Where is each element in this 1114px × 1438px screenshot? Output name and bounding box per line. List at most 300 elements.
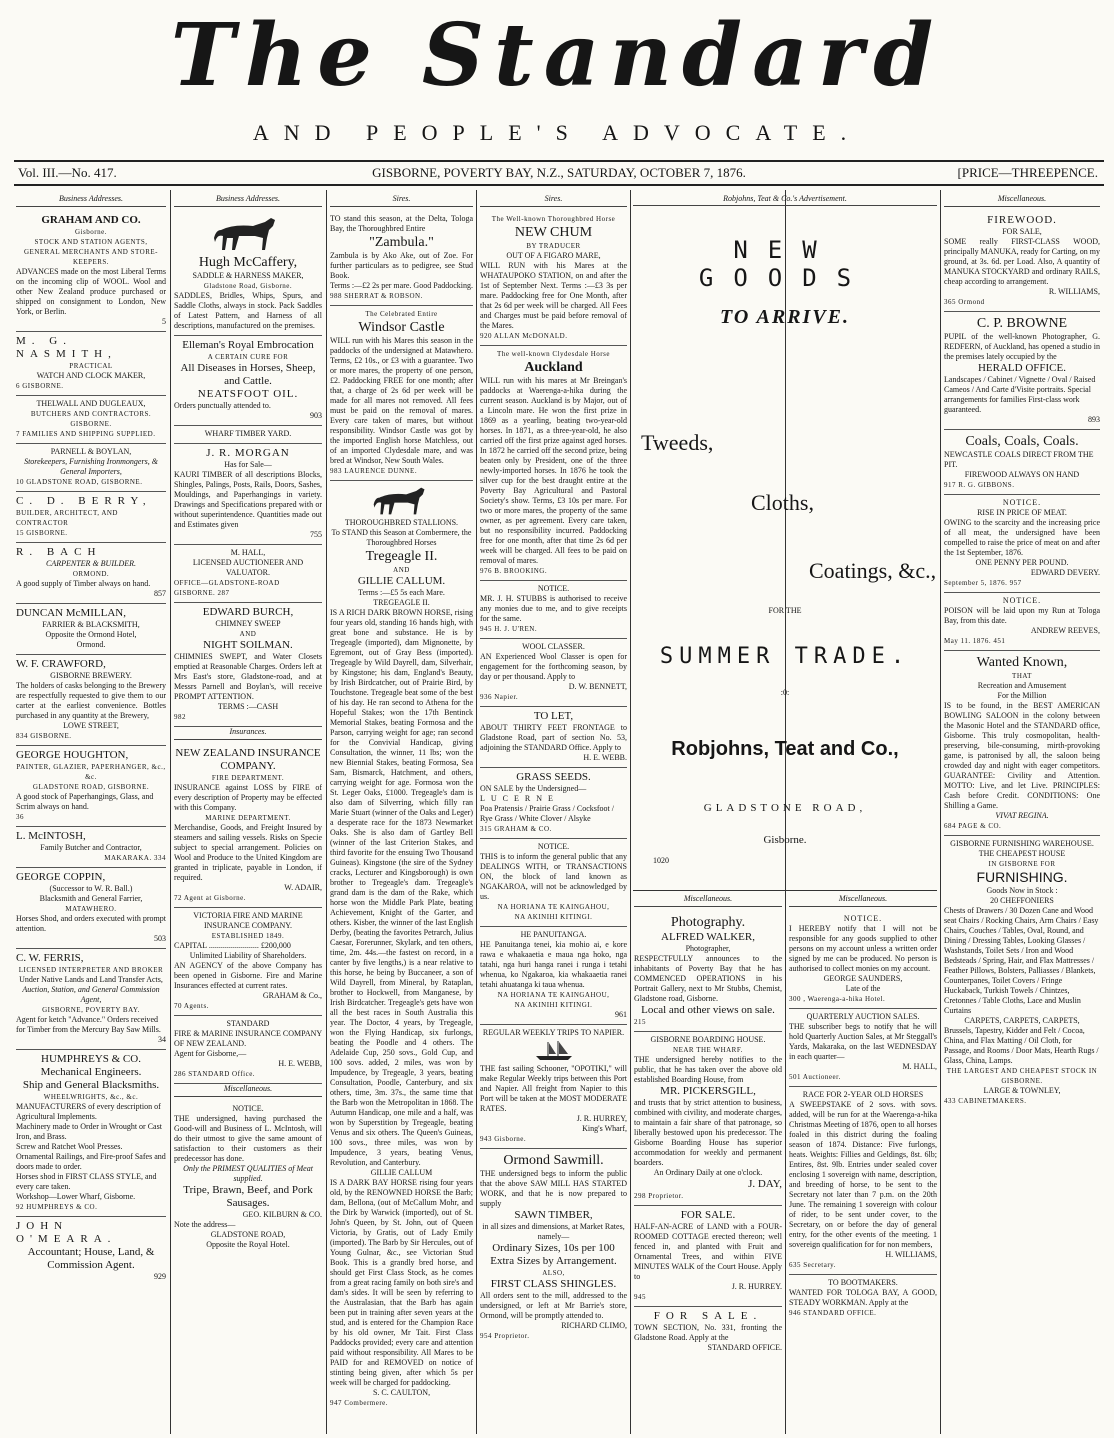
- ad-firm-name: Robjohns, Teat and Co.,: [671, 738, 899, 760]
- ad-title: Coals, Coals, Coals.: [965, 434, 1079, 449]
- horse-illustration-icon: [213, 216, 283, 252]
- ad-line: LOWE STREET,: [63, 721, 119, 730]
- ad-text: Orders punctually attended to.: [174, 401, 271, 410]
- ad-humphreys: [16, 1050, 166, 1217]
- ad-line: NEAR THE WHARF.: [673, 1046, 743, 1054]
- place-date: GISBORNE, POVERTY BAY, N.Z., SATURDAY, OCTOBER 7, 1876.: [372, 165, 746, 180]
- ad-line: ORMOND.: [72, 570, 110, 578]
- ad-number: 755: [310, 530, 322, 539]
- ad-line: MATAWHERO.: [65, 905, 117, 913]
- ad-footer: 365 Ormond: [944, 298, 985, 306]
- ad-line: (Successor to W. R. Ball.): [49, 884, 133, 893]
- ad-text: THE subscriber begs to notify that he will hold Quarterly Auction Sales, at Mr Steggall's Yards, Makaraka, on the last WEDNESDAY in each quarter—: [789, 1022, 937, 1061]
- ad-text: IS to be found, in the BEST AMERICAN BOWLING SALOON in the colony between the Masonic Hotel and the STANDARD office, Gisborne. This truly cosmopolitan, health-preserving, bile-consuming, mirth-provoking game, is patronised by all, the saloon being crowded day and night with eager competitors. GUARANTEE: Civility and Attention. MOTTO: Live, and let Live. PRINCIPLES: Cash before Credit. CONDITIONS: One Shilling a Game.: [944, 701, 1100, 810]
- ad-berry: [16, 492, 166, 543]
- ad-text: I HEREBY notify that I will not be responsible for any goods supplied to other persons on my account unless a written order signed by me can be produced. No person is authorised to collect monies on my account.: [789, 924, 937, 973]
- ad-line: Under Native Lands and Land Transfer Acts,: [19, 975, 163, 984]
- ad-footer: 946 STANDARD OFFICE.: [789, 1309, 877, 1317]
- ad-title: FIREWOOD.: [987, 214, 1057, 226]
- ad-coals: [944, 430, 1100, 495]
- ad-number: 34: [158, 1035, 166, 1044]
- ad-text: A good supply of Timber always on hand.: [16, 579, 151, 588]
- ad-signature: J. DAY,: [748, 1178, 782, 1190]
- ad-for-sale-land: [634, 1206, 782, 1307]
- ad-title: J. R. MORGAN: [206, 447, 290, 459]
- column-heading: Sires.: [480, 194, 627, 207]
- ad-text: RESPECTFULLY announces to the inhabitants of Poverty Bay that he has COMMENCED OPERATIONS in his Portrait Gallery, next to Mr Stubbs, Chemist, Gladstone road, Gisborne.: [634, 954, 782, 1003]
- ad-title: RACE FOR 2-YEAR OLD HORSES: [802, 1090, 924, 1099]
- ad-line: WHEELWRIGHTS, &c., &c.: [43, 1093, 139, 1101]
- ad-footer: 72 Agent at Gisborne.: [174, 894, 246, 902]
- ad-line: 20 CHEFFONIERS: [990, 896, 1054, 905]
- ad-footer: 936 Napier.: [480, 693, 519, 701]
- ad-parnell: [16, 444, 166, 492]
- ad-line: CARPENTER & BUILDER.: [46, 559, 136, 568]
- ad-title: GRASS SEEDS.: [516, 771, 591, 783]
- ad-browne: [944, 312, 1100, 430]
- ad-mcintosh: [16, 827, 166, 868]
- ad-line: Mechanical Engineers.: [40, 1066, 142, 1078]
- column-heading: Sires.: [330, 194, 473, 207]
- ad-line: ONE PENNY PER POUND.: [975, 558, 1069, 567]
- ad-item: Cloths,: [751, 490, 814, 515]
- ad-text: THE undersigned hereby notifies to the public, that he has taken over the above old established Boarding House, from: [634, 1055, 782, 1084]
- masthead: [0, 0, 1114, 150]
- ad-signature: M. HALL,: [902, 1062, 937, 1071]
- ad-title: NOTICE.: [537, 584, 570, 593]
- ad-title: FOR SALE.: [680, 1209, 736, 1221]
- ad-line: TERMS :—CASH: [217, 702, 279, 711]
- ad-footer: 917 R. G. GIBBONS.: [944, 481, 1015, 489]
- ad-line: NEATSFOOT OIL.: [197, 388, 299, 400]
- ad-signature: J. R. HURREY.: [731, 1282, 782, 1291]
- ad-text: Ornamental Railings, and Fire-proof Safes and doors made to order.: [16, 1152, 166, 1171]
- ad-ormond-sawmill: [480, 1149, 627, 1345]
- ad-number: 961: [615, 1010, 627, 1019]
- ad-text: Horses shod in FIRST CLASS STYLE, and every care taken.: [16, 1172, 157, 1191]
- ad-line: BUTCHERS AND CONTRACTORS.: [30, 410, 152, 418]
- ad-houghton: [16, 746, 166, 827]
- ad-text: WILL RUN with his Mares at the WHATAUPOKO STATION, on and after the 1st of September Next. Terms :—£3 3s per mare. Paddocking free for One Month, after that 2s 6d per week will be charged. All Fees and Charges must be paid before removal of the Mares.: [480, 261, 627, 330]
- ad-line: IN GISBORNE FOR: [988, 860, 1056, 868]
- ad-text: AN AGENCY of the above Company has been opened in Gisborne. Fire and Marine Insurances effected at current rates.: [174, 961, 322, 990]
- ad-title: Ormond Sawmill.: [503, 1153, 604, 1168]
- ad-line: All Diseases in Horses, Sheep, and Cattle.: [180, 362, 316, 387]
- ad-title: GEORGE COPPIN,: [16, 871, 106, 883]
- ad-text: OWING to the scarcity and the increasing price of all meat, the undersigned have been compelled to raise the price of meat on and after the 1st September, 1876.: [944, 518, 1100, 557]
- ad-text: THIS is to inform the general public that any DEALINGS WITH, or TRANSACTIONS ON, the block of land known as NGAKAROA, will not be acknowledged by us.: [480, 852, 627, 901]
- ad-line: MARINE DEPARTMENT.: [205, 814, 291, 822]
- column-sires-1: [330, 194, 473, 1430]
- ad-crawford: [16, 655, 166, 746]
- column-rule: [940, 190, 941, 1434]
- ad-to-let: [480, 707, 627, 768]
- ad-footer: 501 Auctioneer.: [789, 1073, 841, 1081]
- ad-address: GLADSTONE ROAD,: [703, 802, 867, 814]
- ad-line: A CERTAIN CURE FOR: [207, 353, 289, 361]
- ad-text: and trusts that by strict attention to business, combined with civility, and moderate charges, to maintain a fair share of that patronage, so liberally bestowed upon his predecessor. The Gisborne Boarding House has superior accommodation for weekly and permanent boarders.: [634, 1098, 782, 1167]
- ad-text: Merchandise, Goods, and Freight Insured by steamers and sailing vessels. Risks on Specie subject to special arrangement. Policies on Wool and Produce to the United Kingdom are granted in triplicate, payable in London, if required.: [174, 823, 322, 882]
- ad-text: PUPIL of the well-known Photographer, G. REDFERN, of Auckland, has opened a studio in the premises lately occupied by the: [944, 332, 1100, 361]
- ad-line: VIVAT REGINA.: [995, 811, 1049, 820]
- ad-stubbs-notice: [480, 581, 627, 639]
- ad-text: IS A RICH DARK BROWN HORSE, rising four years old, standing 16 hands high, with great bone and substance. He is by Tregeagle (imported), dam Mignonette, by Egremont, out of Gray Bess (imported). Tregeagle by Wild Dayrell, dam, Silverhair, by Kingstone; his dam, England's Beauty, by Irish Birdcatcher, out of Prairie Bird, by Touchstone. Tregeagle beat some of the best of his day. He ran second to Athena for the Hopeful Stakes; won the 17th Bentinck Memorial Stakes, beating Formosa and the Parson, carrying weight for age; ran second for the Convivial Handicap, giving Consultation, the winner, 11 lbs; won the new Biennial Stakes, beating Formosa, Sea Sam, Bismarck, Hatchment, and others, carrying weight for age. Formosa won the St. Leger Oaks, £1000. Tregeagle's dam is also dam of Silverring, which filly ran Marie Stuart (winner of the Oaks and Leger) a desperate race for the 1873 Newmarket Oaks. She is also dam of Gartley Bell (winner of the last Criterion Stakes, and third favorite for the ensuing Two Thousand Guineas). Kingstone (the sire of the Sydney cracks, Lecturer and Kingsborough) is own brother to Tregeagle's dam. Tregeagle's grand dam is the dam of the Rake, which horse won the Middle Park Plate, beating Achievement, Knight of the Garter, and others. Kisber, the winner of the last English Derby, (beating the favorites Petrarch, Julius Caesar, Forerunner, Skylark, and ten others, time, 2m. 44s.—the fastest on record, in a canter by five lengths,) is a near relative to this horse, he being by Buccaneer, a son of Wild Dayrell, from Mineral, by Rataplan, brother to Hockwell, from Manganese, by Irish Birdcatcher. Tregeagle's gets have won all the best races in South Australia this year. The Doctor, 4 years, by Tregeagle, won the Flying Handicap, six furlongs, beating the Poodle and 4 others. The Adelaide Cup, 250 sovs., Gold Cup, and 100 sovs. added, 2 miles, was won by Impudence, by Tregeagle, 3 years, beating Consultation, Poodle, Canterbury, and six others, time, 3m. 37s., the same time that the Barb won the Metropolitan in 1868. The Autumn Handicap, one mile and a half, was won by Superstition by Tregeagle, beating Venus and six others. The Queen's Guineas, 100 sovs., three miles, was won by Impudence, 3 years, beating Venus, Revolution, and Canterbury.: [330, 608, 473, 1167]
- ad-footer: 988 SHERRAT & ROBSON.: [330, 292, 423, 300]
- ad-line: TREGEAGLE II.: [373, 598, 430, 607]
- section-rule: [633, 890, 937, 891]
- ad-title: QUARTERLY AUCTION SALES.: [806, 1012, 920, 1021]
- ad-footer: 433 CABINETMAKERS.: [944, 1097, 1027, 1105]
- ad-town: Gisborne.: [763, 834, 807, 846]
- ad-line: HERALD OFFICE.: [977, 362, 1066, 374]
- ad-footer: 6 GISBORNE.: [16, 382, 64, 390]
- ad-text: THE undersigned begs to inform the public that the above SAW MILL HAS STARTED WORK, and that he is now prepared to supply: [480, 1169, 627, 1208]
- ad-footer: 92 HUMPHREYS & CO.: [16, 1203, 98, 1211]
- schooner-illustration-icon: [532, 1040, 576, 1062]
- ad-line: Late of the: [845, 984, 881, 993]
- ad-elleman: [174, 336, 322, 426]
- column-miscellaneous-2: [789, 894, 937, 1430]
- ad-footer: 834 GISBORNE.: [16, 732, 72, 740]
- ad-signature: H. WILLIAMS,: [885, 1250, 937, 1259]
- ad-furnishing: [944, 836, 1100, 1110]
- ad-line: GENERAL MERCHANTS AND STORE-KEEPERS.: [24, 248, 158, 266]
- ad-line: Blacksmith and General Farrier,: [39, 894, 143, 903]
- ad-nasmith: [16, 332, 166, 396]
- ad-title: NEW ZEALAND INSURANCE COMPANY.: [175, 747, 321, 772]
- ad-text: Brussels, Tapestry, Kidder and Felt / Cocoa, China, and Flax Matting / Oil Cloth, for Passage, and Rooms / Door Mats, Hearth Rugs / Glass, China, Lamps.: [944, 1026, 1099, 1065]
- ad-title: NOTICE.: [537, 842, 570, 851]
- ad-line: AND: [393, 566, 410, 574]
- ad-wanted-known: [944, 651, 1100, 836]
- ad-line: FURNISHING.: [976, 869, 1068, 885]
- ad-text: MANUFACTURERS of every description of Agricultural Implements.: [16, 1102, 161, 1121]
- ad-line: STOCK AND STATION AGENTS,: [34, 238, 148, 246]
- ad-text: FIRE & MARINE INSURANCE COMPANY OF NEW ZEALAND.: [174, 1029, 322, 1048]
- ad-title: JOHN O'MEARA.: [16, 1220, 117, 1245]
- ad-text: HE Panuitanga tenei, kia mohio ai, e kore rawa e whakaaetia e maua nga hoko, nga tatahi, nga huri hanga ranei i runga i tetahi whenua, ko Ngakaroa, kia whakaaetia ranei tetahi ahuatanga ki taua whenua.: [480, 940, 627, 989]
- ad-line: BUILDER, ARCHITECT, AND CONTRACTOR: [16, 509, 118, 527]
- ad-line: PRACTICAL: [69, 362, 113, 370]
- ad-title: NEW CHUM: [514, 225, 593, 240]
- ad-auckland: [480, 346, 627, 581]
- ad-line: GISBORNE.: [70, 420, 112, 428]
- ad-footer: 298 Proprietor.: [634, 1192, 684, 1200]
- ad-number: 5: [162, 317, 166, 326]
- ad-number: 893: [1088, 415, 1100, 424]
- ad-signature: EDWARD DEVERY.: [1030, 568, 1100, 577]
- ad-text: WANTED FOR TOLOGA BAY, A GOOD, STEADY WORKMAN. Apply at the: [789, 1288, 937, 1307]
- newspaper-subtitle: AND PEOPLE'S ADVOCATE.: [252, 120, 862, 145]
- ad-morgan: [174, 444, 322, 545]
- ad-thelwall: [16, 396, 166, 444]
- ad-line: ESTABLISHED 1849.: [211, 932, 285, 940]
- ad-text: Zambula is by Ako Ake, out of Zoe. For further particulars as to pedigree, see Stud Book.: [330, 251, 473, 280]
- ad-kilburn-notice: [174, 1101, 322, 1254]
- ad-line: SAWN TIMBER,: [514, 1209, 593, 1221]
- ad-title: WHARF TIMBER YARD.: [204, 429, 292, 438]
- ad-signature: GEORGE SAUNDERS,: [823, 974, 903, 983]
- ad-line: GILLIE CALLUM: [370, 1168, 433, 1177]
- column-heading: Miscellaneous.: [944, 194, 1100, 207]
- ad-title: NOTICE.: [232, 1104, 264, 1113]
- ad-title: NOTICE.: [1002, 498, 1042, 507]
- ad-victoria-insurance: [174, 908, 322, 1016]
- ad-ferris: [16, 949, 166, 1050]
- ad-title: THELWALL AND DUGLEAUX,: [36, 399, 146, 408]
- ad-title: M. HALL,: [230, 548, 266, 557]
- ad-line: Opposite the Royal Hotel.: [206, 1240, 290, 1249]
- ad-line: THE LARGEST AND CHEAPEST STOCK IN GISBORNE.: [946, 1067, 1098, 1085]
- ad-title: VICTORIA FIRE AND MARINE INSURANCE COMPANY.: [193, 911, 303, 930]
- ad-footer: 635 Secretary.: [789, 1261, 836, 1269]
- ad-footer: 70 Agents.: [174, 1002, 209, 1010]
- ad-footer: 286 STANDARD Office.: [174, 1070, 256, 1078]
- ad-number: 929: [154, 1272, 166, 1281]
- ad-coppin: [16, 868, 166, 949]
- ad-line: FIRE DEPARTMENT.: [211, 774, 285, 782]
- ad-burch: [174, 603, 322, 727]
- column-business-addresses-1: [16, 194, 166, 1430]
- ad-signature: NA AKINIHI KITINGI.: [514, 913, 593, 921]
- ad-line: GISBORNE, POVERTY BAY.: [42, 1006, 140, 1014]
- ad-signature: W. ADAIR,: [284, 883, 322, 892]
- ad-number: 503: [154, 934, 166, 943]
- ad-zambula: [330, 211, 473, 306]
- horse-illustration-icon: [372, 486, 432, 516]
- ad-text: Machinery made to Order in Wrought or Cast Iron, and Brass.: [16, 1122, 162, 1141]
- ad-line: ALSO,: [542, 1269, 565, 1277]
- ad-napier-trips: [480, 1025, 627, 1149]
- ad-text: Screw and Ratchet Wool Presses.: [16, 1142, 123, 1151]
- ad-text: Poa Pratensis / Prairie Grass / Cocksfoot / Rye Grass / White Clover / Alsyke: [480, 804, 614, 823]
- ad-title: STANDARD: [226, 1019, 270, 1028]
- ad-line: Gladstone Road, Gisborne.: [203, 282, 293, 290]
- section-heading: Miscellaneous.: [174, 1084, 322, 1097]
- ad-line: FOR THE: [768, 606, 802, 615]
- ad-wool-classer: [480, 639, 627, 707]
- column-rule: [630, 190, 631, 1434]
- ad-title: L. McINTOSH,: [16, 830, 86, 842]
- ad-line: Tripe, Brawn, Beef, and Pork Sausages.: [183, 1184, 313, 1209]
- ad-separator: :0:: [780, 688, 790, 697]
- ad-line: Family Butcher and Contractor,: [40, 843, 142, 852]
- ad-number: 903: [310, 411, 322, 420]
- ad-subheadline: TO ARRIVE.: [719, 306, 851, 328]
- ad-footer: 943 Gisborne.: [480, 1135, 527, 1143]
- ad-title: REGULAR WEEKLY TRIPS TO NAPIER.: [482, 1028, 625, 1037]
- ad-footer: OFFICE—GLADSTONE-ROAD GISBORNE. 287: [174, 579, 280, 597]
- ad-mcmillan: [16, 604, 166, 655]
- ad-bootmakers: [789, 1275, 937, 1322]
- ad-line: The Celebrated Entire: [365, 310, 438, 318]
- ad-line: FIRST CLASS SHINGLES.: [490, 1278, 617, 1290]
- ad-text: WILL run with his mares at Mr Breingan's paddocks at Waerenga-a-hika during the current season. Auckland is by Major, out of a Lincoln mare. He won the first prize in 1869 as a yearling, beating two-year-old horses. In 1871, as a three-year-old, he also carried off the first prize against aged horses. In 1872 he carried off the second prize, being beaten only by President, one of the three newly-imported horses. In 1876 he took the silver cup for the best draught entire at the Poverty Bay Agricultural and Pastoral Society's show. Terms, £3 10s per mare. For two or more mares, the property of the same owner, as per agreement. Every care taken, but no responsibility incurred. Paddocking free for one month, after that time 2s 6d per week will be charged. All fees to be paid on removal of mares.: [480, 376, 627, 565]
- ad-footer: 920 ALLAN McDONALD.: [480, 332, 568, 340]
- ad-line: Terms :—£2 2s per mare. Good Paddocking.: [330, 281, 473, 290]
- column-heading: Miscellaneous.: [634, 894, 782, 907]
- ad-line: Only the PRIMEST QUALITIES of Meat supplied.: [183, 1164, 313, 1183]
- ad-footer: 947 Combermere.: [330, 1399, 389, 1407]
- ad-bach: [16, 543, 166, 604]
- ad-line: SADDLE & HARNESS MAKER,: [192, 271, 304, 280]
- ad-line: NIGHT SOILMAN.: [203, 639, 293, 651]
- ad-text: Landscapes / Cabinet / Vignette / Oval / Raised Cameos / And Carte d'Visite portraits. Special arrangements for families First-class work guaranteed.: [944, 375, 1096, 414]
- ad-text: ADVANCES made on the most Liberal Terms on the incoming clip of WOOL. Wool and other New Zealand produce purchased or shipped on consignment to London, New York, or Berlin.: [16, 267, 166, 316]
- ad-line: AND: [239, 630, 257, 638]
- ad-item: Coatings, &c.,: [809, 558, 937, 583]
- ad-nz-insurance: [174, 744, 322, 908]
- ad-title: M. G. NASMITH,: [16, 335, 117, 360]
- ad-footer: 315 GRAHAM & CO.: [480, 825, 552, 833]
- ad-line: Terms :—£5 5s each Mare.: [358, 588, 445, 597]
- ad-footer: MAKARAKA. 334: [104, 854, 166, 862]
- ad-line: Extra Sizes by Arrangement.: [490, 1255, 617, 1267]
- ad-windsor-castle: [330, 306, 473, 481]
- volume-number: Vol. III.—No. 417.: [18, 165, 117, 180]
- ad-signature: NA HORIANA TE KAINGAHOU,: [497, 991, 610, 999]
- ad-footer: 300 , Waerenga-a-hika Hotel.: [789, 995, 886, 1003]
- ad-line: in all sizes and dimensions, at Market Rates, namely—: [482, 1222, 625, 1241]
- ad-title: WOOL CLASSER.: [522, 642, 585, 651]
- ad-line: LICENSED AUCTIONEER AND VALUATOR.: [192, 558, 304, 577]
- ad-standard-insurance: [174, 1016, 322, 1084]
- ad-text: KAURI TIMBER of all descriptions Blocks, Shingles, Palings, Posts, Rails, Doors, Sashes, Mouldings, and Paperhangings in variety. Drawings and Specifications prepared with or without superintendence. Quantities made out and Estimates given: [174, 470, 322, 529]
- ad-title: C. W. FERRIS,: [16, 952, 84, 964]
- ad-line: Goods Now in Stock :: [986, 886, 1058, 895]
- ad-footer: 7 FAMILIES AND SHIPPING SUPPLIED.: [16, 430, 156, 438]
- ad-title: PARNELL & BOYLAN,: [50, 447, 132, 456]
- ad-new-chum: [480, 211, 627, 346]
- ad-wharf: [174, 426, 322, 444]
- ad-item: Tweeds,: [641, 430, 714, 455]
- ad-thoroughbred-stallions: [330, 481, 473, 1412]
- price: [PRICE—THREEPENCE.: [957, 165, 1098, 180]
- ad-signature: ANDREW REEVES,: [1030, 626, 1100, 635]
- ad-line: Local and other views on sale.: [641, 1004, 775, 1016]
- ad-line: ALFRED WALKER,: [661, 931, 755, 943]
- ad-signature: GRAHAM & Co.,: [262, 991, 322, 1000]
- ad-text: AN Experienced Wool Classer is open for engagement for the forthcoming season, by day or per thousand. Apply to: [480, 652, 627, 681]
- ad-title: NOTICE.: [843, 914, 883, 923]
- column-heading: Robjohns, Teat & Co.'s Advertisement.: [633, 194, 937, 206]
- ad-number: 857: [154, 589, 166, 598]
- ad-line: Storekeepers, Furnishing Ironmongers, & General Importers,: [24, 457, 158, 476]
- ad-line: The well-known Clydesdale Horse: [497, 350, 610, 358]
- ad-text: A good stock of Paperhangings, Glass, and Scrim always on hand.: [16, 792, 154, 811]
- ad-title: Elleman's Royal Embrocation: [182, 339, 314, 351]
- dateline: [14, 160, 1104, 186]
- ad-line: CARPETS, CARPETS, CARPETS,: [964, 1016, 1080, 1025]
- ad-line: WATCH AND CLOCK MAKER,: [36, 371, 146, 380]
- ad-line: FARRIER & BLACKSMITH,: [42, 620, 140, 629]
- column-sires-2: [480, 194, 627, 1430]
- ad-line: FIREWOOD ALWAYS ON HAND: [964, 470, 1080, 479]
- ad-text: MR. J. H. STUBBS is authorised to receive any monies due to me, and to give receipts for the same.: [480, 594, 627, 623]
- ad-title: HUMPHREYS & CO.: [41, 1053, 141, 1065]
- ad-headline: NEW GOODS: [698, 236, 872, 292]
- ad-title: GEORGE HOUGHTON,: [16, 749, 129, 761]
- ad-line: Ormond.: [76, 640, 106, 649]
- ad-text: HALF-AN-ACRE of LAND with a FOUR-ROOMED COTTAGE erected thereon; well fenced in, and planted with Fruit and Ornamental Trees, and within FIVE MINUTES WALK of the Court House. Apply to: [634, 1222, 782, 1281]
- ad-line: Opposite the Ormond Hotel,: [45, 630, 137, 639]
- ad-line: ON SALE by the Undersigned—: [480, 784, 587, 793]
- ad-title: Tregeagle II.: [365, 549, 438, 564]
- ad-photography: [634, 911, 782, 1032]
- ad-title: Wanted Known,: [976, 655, 1068, 670]
- ad-line: MR. PICKERSGILL,: [660, 1085, 756, 1097]
- ad-signature: GEO. KILBURN & CO.: [242, 1210, 322, 1219]
- column-miscellaneous-1: [634, 894, 782, 1430]
- ad-number: 36: [16, 813, 24, 821]
- ad-signature: J. R. HURREY,: [576, 1114, 627, 1123]
- ad-title: GISBORNE FURNISHING WAREHOUSE.: [950, 839, 1094, 848]
- ad-signature: D. W. BENNETT,: [568, 682, 627, 691]
- ad-title: Auckland: [524, 360, 583, 375]
- ad-text: Workshop—Lower Wharf, Gisborne.: [16, 1192, 136, 1201]
- ad-footer: 945 H. J. U'REN.: [480, 625, 538, 633]
- ad-title: HE PANUITANGA.: [520, 930, 587, 939]
- ad-signature: RICHARD CLIMO,: [561, 1321, 627, 1330]
- ad-race: [789, 1087, 937, 1275]
- column-rule: [170, 190, 171, 1434]
- ad-line: An Ordinary Daily at one o'clock.: [653, 1168, 763, 1177]
- ad-title: W. F. CRAWFORD,: [16, 658, 106, 670]
- ad-line: CAPITAL ......................... £200,000: [174, 941, 291, 950]
- ad-title: GRAHAM AND CO.: [41, 214, 141, 226]
- ad-signature: NA AKINIHI KITINGI.: [514, 1001, 593, 1009]
- ad-text: THE fast sailing Schooner, "OPOTIKI," will make Regular Weekly trips between this Port and Napier. All freight from Napier to this Port will be taken at the MOST MODERATE RATES.: [480, 1064, 627, 1113]
- ad-text: All orders sent to the mill, addressed to the undersigned, or left at Mr Barrie's store, Ormond, will be promptly attended to.: [480, 1291, 627, 1320]
- ad-line: Recreation and Amusement: [977, 681, 1067, 690]
- ad-number: 1020: [653, 856, 669, 865]
- ad-text: CHIMNIES SWEPT, and Water Closets emptied at Reasonable Charges. Orders left at Mrs East's store, Gladstone-road, and at Messrs Parnell and Boylan's, will receive PROMPT ATTENTION.: [174, 652, 322, 701]
- ad-signature: H. E. WEBB,: [278, 1059, 322, 1068]
- ad-title: Photography.: [670, 915, 746, 930]
- ad-line: Gisborne.: [75, 228, 107, 236]
- ad-footer: 983 LAURENCE DUNNE.: [330, 467, 418, 475]
- ad-line: Photographer,: [685, 944, 731, 953]
- ad-title: C. D. BERRY,: [16, 495, 152, 507]
- ad-line: GISBORNE BREWERY.: [50, 671, 132, 680]
- ad-ngakaroa-notice: [480, 839, 627, 927]
- ad-line: Note the address—: [174, 1220, 236, 1229]
- ad-number: 215: [634, 1018, 646, 1026]
- ad-title: TO LET,: [533, 710, 574, 722]
- ad-line: FOR SALE,: [1002, 227, 1042, 236]
- ad-robjohns-teat: [633, 194, 937, 865]
- ad-title: GISBORNE BOARDING HOUSE.: [650, 1035, 766, 1044]
- ad-text: THE undersigned, having purchased the Good-will and Business of L. McIntosh, will do their utmost to give the same amount of satisfaction to their customers as their predecessor has done.: [174, 1114, 322, 1163]
- ad-signature: R. WILLIAMS,: [1048, 287, 1100, 296]
- ad-line: Agent for Gisborne,—: [174, 1049, 247, 1058]
- ad-signature: S. C. CAULTON,: [372, 1388, 431, 1397]
- ad-saunders-notice: [789, 911, 937, 1009]
- ad-line: LUCERNE: [480, 794, 559, 803]
- column-rule: [326, 190, 327, 1434]
- ad-text: SOME really FIRST-CLASS WOOD, principally MANUKA, ready for Carting, on my ground, at 3s. 6d. per Load. Also, A quantity of MANUKA STOCKYARD and ordinary RAILS, cheap according to arrangement.: [944, 237, 1100, 286]
- ad-text: TO stand this season, at the Delta, Tologa Bay, the Thoroughbred Entire: [330, 214, 473, 233]
- ad-line: PAINTER, GLAZIER, PAPERHANGER, &c., &c.: [16, 763, 166, 781]
- ad-number: 945: [634, 1293, 646, 1301]
- ad-firewood: [944, 211, 1100, 312]
- ad-headline: SUMMER TRADE.: [659, 644, 911, 669]
- ad-footer: 10 GLADSTONE ROAD, GISBORNE.: [16, 478, 143, 486]
- ad-line: THE CHEAPEST HOUSE: [978, 849, 1066, 858]
- ad-text: ABOUT THIRTY FEET FRONTAGE to Gladstone Road, part of section No. 53, adjoining the STANDARD Office. Apply to: [480, 723, 627, 752]
- ad-signature: NA HORIANA TE KAINGAHOU,: [497, 903, 610, 911]
- ad-line: GLADSTONE ROAD,: [210, 1230, 286, 1239]
